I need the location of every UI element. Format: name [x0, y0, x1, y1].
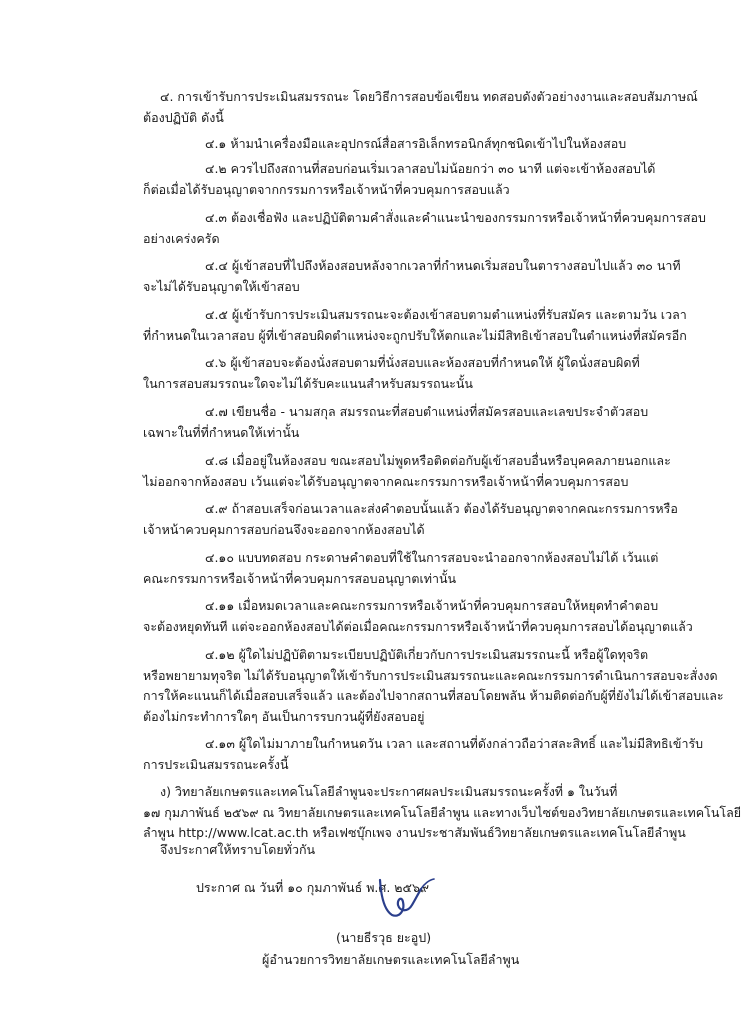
item-4-5 [143, 305, 687, 346]
text-line: ในการสอบสมรรถนะใดจะไม่ได้รับคะแนนสำหรับสมรรถนะนั้น [143, 375, 473, 391]
text-line: จะต้องหยุดทันที แต่จะออกห้องสอบได้ต่อเมื่อคณะกรรมการหรือเจ้าหน้าที่ควบคุมการสอบได้อนุญาตแล้ว [143, 618, 693, 634]
section-ng [143, 782, 741, 844]
item-4-13 [143, 734, 704, 775]
text-line: ๔.๔ ผู้เข้าสอบที่ไปถึงห้องสอบหลังจากเวลาที่กำหนดเริ่มสอบในตารางสอบไปแล้ว ๓๐ นาที [205, 258, 681, 273]
text-line: ๔.๘ เมื่ออยู่ในห้องสอบ ขณะสอบไม่พูดหรือติดต่อกับผู้เข้าสอบอื่นหรือบุคคลภายนอกและ [205, 453, 671, 468]
signer-title: ผู้อำนวยการวิทยาลัยเกษตรและเทคโนโลยีลำพูน [262, 952, 520, 967]
item-4-1 [143, 134, 671, 155]
text-line: ต้องไม่กระทำการใดๆ อันเป็นการรบกวนผู้ที่ยังสอบอยู่ [143, 708, 425, 724]
text-line: การให้คะแนนก็ได้เมื่อสอบเสร็จแล้ว และต้องไปจากสถานที่สอบโดยพลัน ห้ามติดต่อกับผู้ที่ยังไม่ได้เข้าสอบและ [143, 688, 724, 703]
item-4-8 [143, 451, 671, 492]
text-line: ๔.๑๑ เมื่อหมดเวลาและคณะกรรมการหรือเจ้าหน้าที่ควบคุมการสอบให้หยุดทำคำตอบ [205, 598, 659, 613]
text-line: อย่างเคร่งครัด [143, 230, 220, 246]
text-line: เจ้าหน้าควบคุมการสอบก่อนจึงจะออกจากห้องสอบได้ [143, 521, 425, 537]
text-line: ๔. การเข้ารับการประเมินสมรรถนะ โดยวิธีการสอบข้อเขียน ทดสอบดังตัวอย่างงานและสอบสัมภาษณ์ [160, 89, 698, 104]
text-line: ๔.๑ ห้ามนำเครื่องมือและอุปกรณ์สื่อสารอิเล็กทรอนิกส์ทุกชนิดเข้าไปในห้องสอบ [205, 136, 627, 151]
text-line: การประเมินสมรรถนะครั้งนี้ [143, 756, 289, 772]
text-line: ๔.๒ ควรไปถึงสถานที่สอบก่อนเริ่มเวลาสอบไม่น้อยกว่า ๓๐ นาที แต่จะเข้าห้องสอบได้ [205, 161, 656, 176]
item-4-12 [143, 645, 724, 727]
text-line: ๔.๓ ต้องเชื่อฟัง และปฏิบัติตามคำสั่งและคำแนะนำของกรรมการหรือเจ้าหน้าที่ควบคุมการสอบ [205, 210, 706, 225]
text-line: ๔.๑๓ ผู้ใดไม่มาภายในกำหนดวัน เวลา และสถานที่ดังกล่าวถือว่าสละสิทธิ์ และไม่มีสิทธิเข้ารับ [205, 736, 704, 751]
item-4-9 [143, 499, 678, 540]
announcement-date: ประกาศ ณ วันที่ ๑๐ กุมภาพันธ์ พ.ศ. ๒๕๖๙ [196, 880, 430, 895]
text-line: ๔.๖ ผู้เข้าสอบจะต้องนั่งสอบตามที่นั่งสอบและห้องสอบที่กำหนดให้ ผู้ใดนั่งสอบผิดที่ [205, 355, 640, 370]
text-line: ๔.๗ เขียนชื่อ - นามสกุล สมรรถนะที่สอบตำแหน่งที่สมัครสอบและเลขประจำตัวสอบ [205, 404, 649, 419]
text-line: คณะกรรมการหรือเจ้าหน้าที่ควบคุมการสอบอนุญาตเท่านั้น [143, 570, 457, 586]
text-line: จะไม่ได้รับอนุญาตให้เข้าสอบ [143, 278, 300, 294]
closing-notice: จึงประกาศให้ทราบโดยทั่วกัน [160, 842, 316, 857]
signature-image [372, 868, 442, 928]
text-line: หรือพยายามทุจริต ไม่ได้รับอนุญาตให้เข้ารับการประเมินสมรรถนะและคณะกรรมการดำเนินการสอบจะสั่งงด [143, 667, 718, 683]
text-line: ๔.๙ ถ้าสอบเสร็จก่อนเวลาและส่งคำตอบนั้นแล้ว ต้องได้รับอนุญาตจากคณะกรรมการหรือ [205, 501, 678, 516]
text-line: ลำพูน http://www.lcat.ac.th หรือเฟซบุ๊กเพจ งานประชาสัมพันธ์วิทยาลัยเกษตรและเทคโนโลยีลำพูน [143, 825, 686, 840]
section-4-heading [143, 87, 698, 128]
text-line: ต้องปฏิบัติ ดังนี้ [143, 109, 224, 125]
text-line: ๔.๑๒ ผู้ใดไม่ปฏิบัติตามระเบียบปฏิบัติเกี่ยวกับการประเมินสมรรถนะนี้ หรือผู้ใดทุจริต [205, 647, 649, 662]
text-line: ๔.๕ ผู้เข้ารับการประเมินสมรรถนะจะต้องเข้าสอบตามตำแหน่งที่รับสมัคร และตามวัน เวลา [205, 307, 687, 322]
item-4-11 [143, 596, 693, 637]
text-line: ที่กำหนดในเวลาสอบ ผู้ที่เข้าสอบผิดตำแหน่งจะถูกปรับให้ตกและไม่มีสิทธิเข้าสอบในตำแหน่งที่สมัครอีก [143, 327, 687, 343]
item-4-10 [143, 548, 671, 589]
text-line: ก็ต่อเมื่อได้รับอนุญาตจากกรรมการหรือเจ้าหน้าที่ควบคุมการสอบแล้ว [143, 181, 510, 197]
text-line: ง) วิทยาลัยเกษตรและเทคโนโลยีลำพูนจะประกาศผลประเมินสมรรถนะครั้งที่ ๑ ในวันที่ [160, 784, 618, 799]
text-line: ไม่ออกจากห้องสอบ เว้นแต่จะได้รับอนุญาตจากคณะกรรมการหรือเจ้าหน้าที่ควบคุมการสอบ [143, 473, 629, 489]
text-line: ๑๗ กุมภาพันธ์ ๒๕๖๙ ณ วิทยาลัยเกษตรและเทคโนโลยีลำพูน และทางเว็บไซต์ของวิทยาลัยเกษตรและเทคโนโลยี [143, 804, 741, 820]
item-4-7 [143, 402, 671, 443]
item-4-6 [143, 353, 671, 394]
item-4-4 [143, 256, 681, 297]
text-line: ๔.๑๐ แบบทดสอบ กระดาษคำตอบที่ใช้ในการสอบจะนำออกจากห้องสอบไม่ได้ เว้นแต่ [205, 550, 659, 565]
item-4-2 [143, 159, 671, 200]
signer-name: (นายธีรวุธ ยะอูป) [336, 930, 432, 945]
text-line: เฉพาะในที่ที่กำหนดให้เท่านั้น [143, 424, 300, 440]
item-4-3 [143, 208, 706, 249]
